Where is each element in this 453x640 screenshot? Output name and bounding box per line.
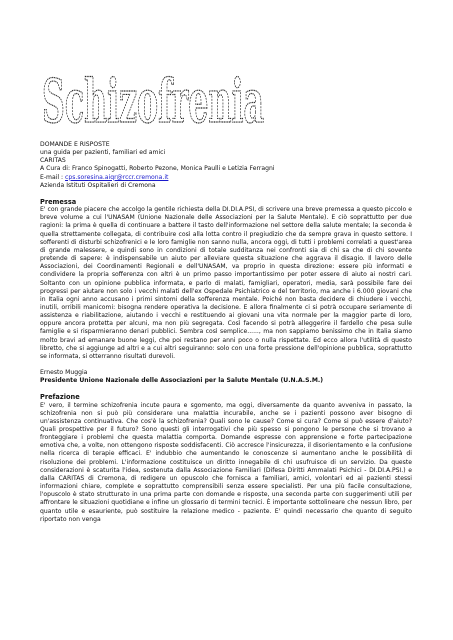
signature-name: Ernesto Muggia bbox=[40, 369, 88, 377]
header-authors: A Cura di: Franco Spinogatti, Roberto Pezone, Monica Paulli e Letizia Ferragni bbox=[40, 165, 275, 173]
premessa-body: E' con grande piacere che accolgo la gentile richiesta della DI.DI.A.PSI, di scrivere una breve premessa a questo piccolo e breve volume a cui l'UNASAM (Unione Nazionale delle Associazioni per la Salute Mentale). E ciò soprattutto per due ragioni: la prima è quella di continuare a battere il tasto dell'informazione nel settore della salute mentale; la seconda è quella strettamente collegata, di contribuire così alla lotta contro il pregiudizio che da sempre grava in questo settore. I sofferenti di disturbi schizofrenici e le loro famiglie non sanno nulla, ancora oggi, di tutti i problemi correlati a quest'area di grande malessere, e quindi sono in condizioni di totale sudditanza nei confronti sia di chi sa che di chi sovente pretende di sapere: è indispensabile un aiuto per alleviare questa situazione che aggrava il disagio. Il lavoro delle Associazioni, dei Coordinamenti Regionali e dell'UNASAM, va proprio in questa direzione: essere più informati e condividere la propria sofferenza con altri è un primo passo importantissimo per poter essere di aiuto ai nostri cari. Soltanto con un opinione pubblica informata, e parlo di malati, famigliari, operatori, media, sarà possibile fare dei progressi per aiutare non solo i vecchi malati dell'ex Ospedale Psichiatrico e del territorio, ma anche i 6.000 giovani che in Italia ogni anno accusano i primi sintomi della sofferenza mentale. Poiché non basta decidere di chiudere i vecchi, inutili, orribili manicomi: bisogna rendere operativa la decisione. E allora finalmente ci si potrà occupare seriamente di assistenza e riabilitazione, aiutando i vecchi e restituendo ai giovani una vita normale per la maggior parte di loro, oppure ancora protetta per alcuni, ma non più segregata. Così facendo si potrà alleggerire il fardello che pesa sulle famiglie e si risparmieranno denari pubblici. Sembra così semplice......, ma non sappiamo benissimo che in Italia siamo molto bravi ad emanare buone leggi, che poi restano per anni poco o nulla rispettate. Ed ecco allora l'utilità di questo libretto, che si aggiunge ad altri e a cui altri seguiranno: solo con una forte pressione dell'opinione pubblica, soprattutto se informata, si otterranno risultati durevoli. bbox=[40, 206, 412, 360]
premessa-heading: Premessa bbox=[40, 197, 77, 206]
header-line-3: CARITAS bbox=[40, 157, 66, 165]
header-institution: Azienda Istituti Ospitalieri di Cremona bbox=[40, 181, 156, 189]
header-line-2: una guida per pazienti, familiari ed amici bbox=[40, 149, 166, 157]
email-label: E-mail : bbox=[40, 173, 66, 181]
schizofrenia-title-logo bbox=[38, 62, 268, 137]
schizofrenia-title-text: Schizofrenia bbox=[42, 67, 264, 137]
prefazione-body: E' vero, il termine schizofrenia incute paura e sgomento, ma oggi, diversamente da quanto avveniva in passato, la schizofrenia non si può più considerare una malattia incurabile, anche se i pazienti possono aver bisogno di un'assistenza continuativa. Che cos'è la schizofrenia? Quali sono le cause? Come si cura? Come si può essere d'aiuto? Quali prospettive per il futuro? Sono questi gli interrogativi che più spesso si pongono le persone che si trovano a fronteggiare i problemi che questa malattia comporta. Domande espresse con apprensione e forte partecipazione emotiva che, a volte, non ottengono risposte soddisfacenti. Ciò accresce l'insicurezza, il disorientamento e la confusione nella ricerca di terapie efficaci. E' indubbio che aumentando le conoscenze si aumentano anche le possibilità di risoluzione dei problemi. L'informazione costituisce un diritto innegabile di chi usufruisce di un servizio. Da queste considerazioni è scaturita l'idea, sostenuta dalla Associazione Familiari (Difesa Diritti Ammalati Psichici - DI.DI.A.PSI.) e dalla CARITAS di Cremona, di redigere un opuscolo che fornisca a familiari, amici, volontari ed ai pazienti stessi informazioni chiare, complete e soprattutto comprensibili senza essere specialisti. Per una più facile consultazione, l'opuscolo è stato strutturato in una prima parte con domande e risposte, una seconda parte con suggerimenti utili per affrontare le situazioni quotidiane e infine un glossario di termini tecnici. È importante sottolineare che nessun libro, per quanto utile e esauriente, può sostituire la relazione medico - paziente. E' quindi necessario che quanto di seguito riportato non venga bbox=[40, 401, 412, 523]
header-line-1: DOMANDE E RISPOSTE bbox=[40, 141, 110, 148]
prefazione-heading: Prefazione bbox=[40, 393, 80, 402]
signature-role: Presidente Unione Nazionale delle Associazioni per la Salute Mentale (U.N.A.S.M.) bbox=[40, 377, 323, 385]
document-body bbox=[40, 141, 412, 524]
header-email-line bbox=[40, 174, 412, 182]
email-link[interactable]: cps.soresina.aiqr@rccr.cremona.it bbox=[65, 173, 169, 181]
